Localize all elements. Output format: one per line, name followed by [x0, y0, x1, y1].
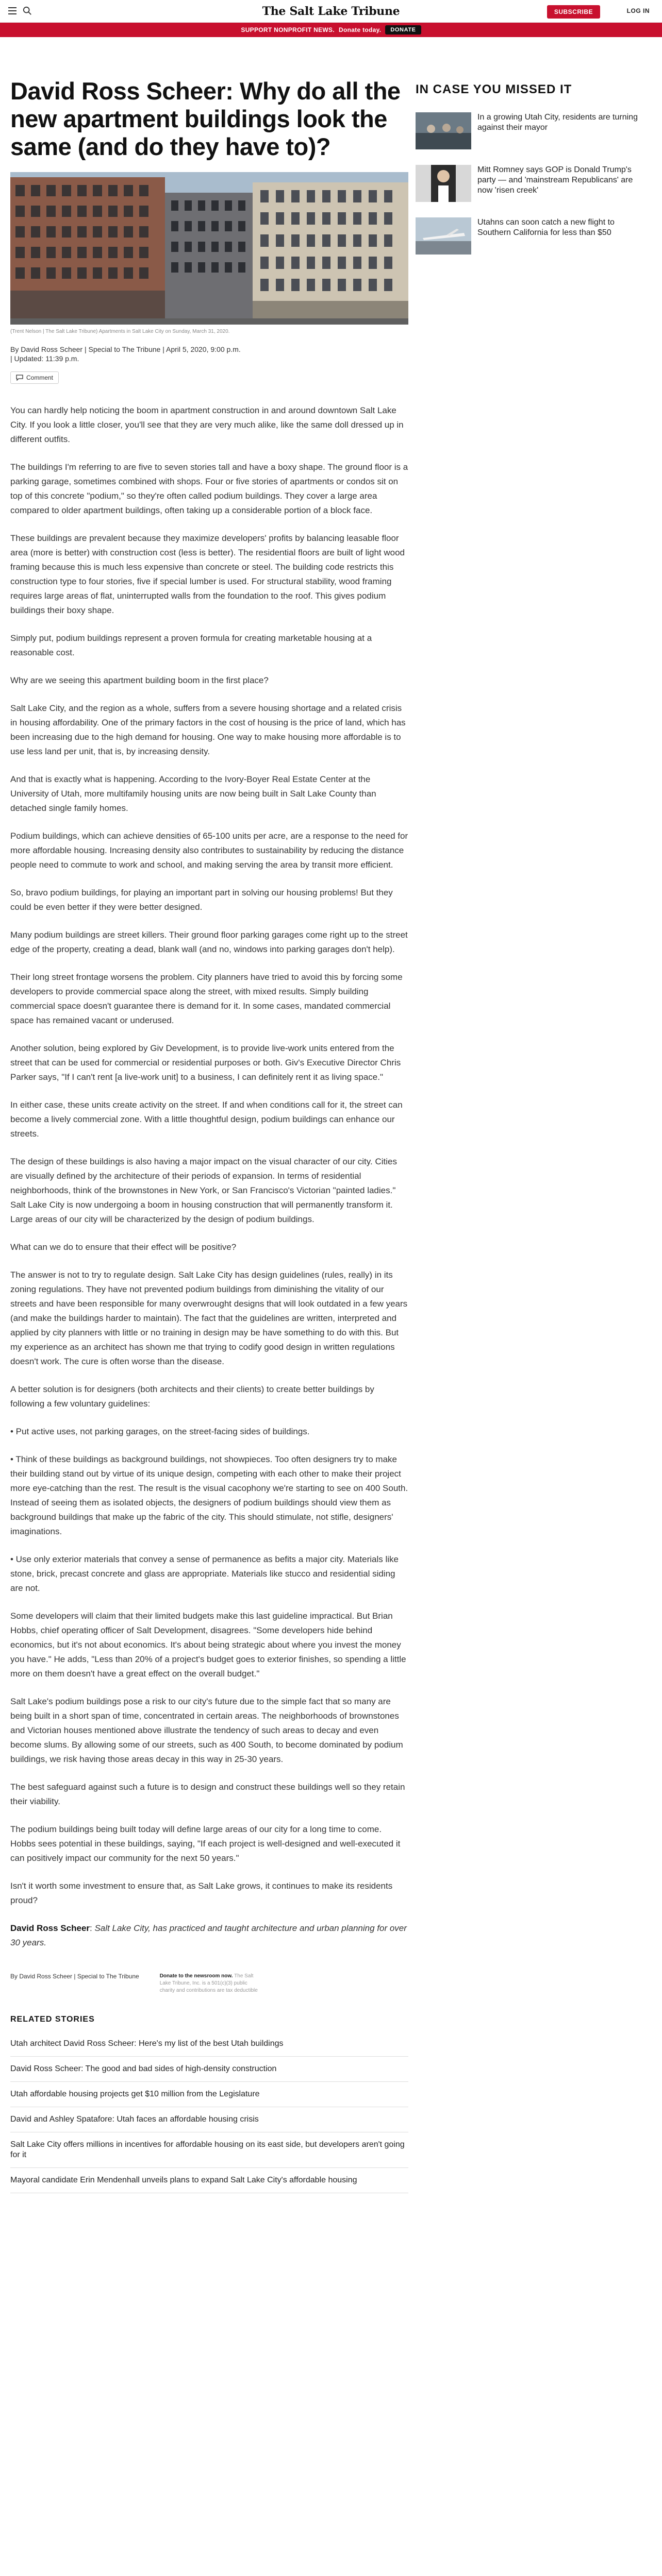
story-title[interactable]: In a growing Utah City, residents are turning against their mayor	[477, 113, 638, 132]
related-story-link[interactable]: Utah architect David Ross Scheer: Here's my list of the best Utah buildings	[10, 2031, 408, 2057]
article	[10, 77, 408, 2193]
sidebar-story[interactable]	[416, 165, 642, 202]
hero-photo[interactable]	[10, 172, 408, 325]
login-button[interactable]: LOG IN	[626, 7, 650, 14]
article-paragraph: Salt Lake City, and the region as a whole, suffers from a severe housing shortage and a related crisis in housing affordability. One of the primary factors in the cost of housing is the price of land, which has been increasing due to the high demand for housing. One way to make housing more affordable is to use less land per unit, that is, by increasing density.	[10, 703, 406, 756]
subscribe-button[interactable]: SUBSCRIBE	[547, 5, 600, 19]
article-paragraph: You can hardly help noticing the boom in apartment construction in and around downtown Salt Lake City. If you look a little closer, you'll see that they are very much alike, like the same doll dressed up in different outfits.	[10, 405, 404, 444]
donate-note-link[interactable]: Donate to the newsroom now.	[159, 1973, 233, 1979]
related-story-link[interactable]: Utah affordable housing projects get $10 million from the Legislature	[10, 2082, 408, 2107]
article-paragraph: What can we do to ensure that their effect will be positive?	[10, 1242, 237, 1252]
article-paragraph: Some developers will claim that their limited budgets make this last guideline impractical. But Brian Hobbs, chief operating officer of Salt Development, disagrees. "Some developers hide behind economics, but it's not about economics. It's about being strategic about where you invest the money you have." He adds, "Less than 20% of a project's budget goes to exterior finishes, so spending a little more on them doesn't have a great effect on the overall budget."	[10, 1611, 406, 1679]
search-icon[interactable]	[23, 6, 32, 15]
apartment-buildings-image	[10, 172, 408, 325]
related-list	[10, 2031, 408, 2193]
sidebar-heading: IN CASE YOU MISSED IT	[416, 82, 572, 96]
donate-note	[160, 1973, 263, 1994]
article-paragraph: In either case, these units create activity on the street. If and when conditions call for it, the street can become a lively commercial zone. With a little thoughtful design, podium buildings can enhance our streets.	[10, 1100, 403, 1139]
article-paragraph: Simply put, podium buildings represent a proven formula for creating marketable housing at a reasonable cost.	[10, 633, 372, 657]
related-story-link[interactable]: Salt Lake City offers millions in incentives for affordable housing on its east side, but developers aren't going for it	[10, 2132, 408, 2168]
bottom-byline-text: By David Ross Scheer | Special to The Tribune	[10, 1973, 139, 1980]
bottom-byline	[10, 1973, 408, 1994]
article-paragraph: Many podium buildings are street killers. Their ground floor parking garages come right up to the street edge of the property, creating a dead, blank wall (and no, windows into parking garages don't help).	[10, 930, 408, 954]
updated-time: Updated: 11:39 p.m.	[14, 354, 79, 363]
sidebar-story[interactable]	[416, 112, 642, 149]
menu-icon[interactable]	[8, 7, 16, 14]
related-story-link[interactable]: Mayoral candidate Erin Mendenhall unveils plans to expand Salt Lake City's affordable housing	[10, 2168, 408, 2193]
article-paragraph: The answer is not to try to regulate design. Salt Lake City has design guidelines (rules, really) in its zoning regulations. They have not prevented podium buildings from diminishing the vitality of our streets and have been responsible for many overwrought designs that will look outdated in a few years (and make the buildings harder to maintain). The fact that the guidelines are written, interpreted and applied by city planners with little or no training in design may be have something to do with this. But my experience as an architect has shown me that trying to codify good design in written regulations doesn't work. The cure is often worse than the disease.	[10, 1270, 408, 1366]
comment-icon	[16, 375, 23, 381]
related-heading: RELATED STORIES	[10, 2015, 95, 2024]
article-headline: David Ross Scheer: Why do all the new apartment buildings look the same (and do they have to)?	[10, 77, 401, 160]
article-paragraph: And that is exactly what is happening. According to the Ivory-Boyer Real Estate Center at the University of Utah, more multifamily housing units are now being built in Salt Lake County than detached single family homes.	[10, 774, 376, 813]
promo-prompt[interactable]: Donate today.	[338, 26, 382, 33]
related-story-link[interactable]: David and Ashley Spatafore: Utah faces an affordable housing crisis	[10, 2107, 408, 2132]
site-header	[0, 0, 662, 23]
related-stories	[10, 2015, 408, 2193]
article-paragraph: The design of these buildings is also having a major impact on the visual character of our city. Cities are visually defined by the architecture of their periods of expansion. In terms of residential neighborhoods, think of the brownstones in New York, or San Francisco's Victorian "painted ladies." Salt Lake City is now undergoing a boom in housing construction that will permanently transform it. Large areas of our city will be characterized by the design of podium buildings.	[10, 1157, 397, 1224]
author-name: David Ross Scheer	[10, 1923, 90, 1933]
author-description: Salt Lake City, has practiced and taught architecture and urban planning for over 30 years.	[10, 1923, 407, 1947]
article-paragraph: • Put active uses, not parking garages, on the street-facing sides of buildings.	[10, 1427, 310, 1436]
article-paragraph: Another solution, being explored by Giv Development, is to provide live-work units entered from the street that can be used for commercial or residential purposes or both. Giv's Executive Director Chris Parker says, "If I can't rent [a live-work unit] to a business, I can definitely rent it as living space."	[10, 1043, 401, 1082]
article-paragraph: The best safeguard against such a future is to design and construct these buildings well so they retain their viability.	[10, 1782, 405, 1806]
author-bio: David Ross Scheer: Salt Lake City, has practiced and taught architecture and urban planning for over 30 years.	[10, 1923, 407, 1947]
article-paragraph: Their long street frontage worsens the problem. City planners have tried to avoid this by forcing some developers to provide commercial space along the street, with mixed results. Simply building commercial space doesn't guarantee there is demand for it. In some cases, mandated commercial space has remained vacant or underused.	[10, 972, 403, 1025]
comment-button[interactable]	[10, 371, 59, 384]
byline: By David Ross Scheer | Special to The Tribune | April 5, 2020, 9:00 p.m. | Updated: 11:39 p.m.	[10, 345, 241, 363]
article-paragraph: Podium buildings, which can achieve densities of 65-100 units per acre, are a response to the need for more affordable housing. Increasing density also contributes to sustainability by reducing the distance people need to commute to work and school, and making serving the area by transit more efficient.	[10, 831, 408, 870]
article-paragraph: These buildings are prevalent because they maximize developers' profits by balancing leasable floor area (more is better) with construction cost (less is better). The residential floors are built of light wood framing because this is much less expensive than concrete or steel. The building code restricts this construction type to four stories, five if special lumber is used. For structural stability, wood framing requires large areas of flat, uninterrupted walls from the foundation to the roof. This gives podium buildings their boxy shape.	[10, 533, 405, 615]
sidebar-story[interactable]	[416, 217, 642, 255]
publish-date: April 5, 2020, 9:00 p.m.	[166, 345, 241, 353]
story-thumbnail[interactable]	[416, 165, 471, 202]
article-paragraph: Why are we seeing this apartment building boom in the first place?	[10, 675, 269, 685]
article-paragraph: • Use only exterior materials that convey a sense of permanence as befits a major city. Materials like stone, brick, precast concrete and glass are appropriate. Materials like stucco and residential siding are not.	[10, 1554, 399, 1593]
article-paragraph: Isn't it worth some investment to ensure that, as Salt Lake grows, it continues to make its residents proud?	[10, 1881, 393, 1905]
comment-label: Comment	[26, 374, 54, 381]
article-paragraph: The buildings I'm referring to are five to seven stories tall and have a boxy shape. The ground floor is a parking garage, sometimes combined with shops. Four or five stories of apartments or condos sit on top of this concrete "podium," so they're often called podium buildings. They cover a large area compared to older apartment buildings, often taking up a considerable portion of a block face.	[10, 462, 408, 515]
site-logo[interactable]: The Salt Lake Tribune	[262, 5, 400, 18]
byline-author[interactable]: By David Ross Scheer	[10, 345, 83, 353]
byline-role: Special to The Tribune	[88, 345, 161, 353]
article-paragraph: • Think of these buildings as background buildings, not showpieces. Too often designers try to make their building stand out by virtue of its unique design, competing with each other to make their project more eye-catching than the rest. The result is the visual cacophony we're starting to see on 400 South. Instead of seeing them as isolated objects, the designers of podium buildings should view them as background buildings that make up the fabric of the city. This should stimulate, not stifle, designers' imaginations.	[10, 1454, 408, 1536]
article-paragraph: So, bravo podium buildings, for playing an important part in solving our housing problems! But they could be even better if they were better designed.	[10, 888, 393, 912]
donate-button[interactable]: DONATE	[385, 25, 421, 35]
article-paragraph: The podium buildings being built today will define large areas of our city for a long time to come. Hobbs sees potential in these buildings, saying, "If each project is well-designed and well-executed it can positively impact our community for the next 50 years."	[10, 1824, 401, 1863]
promo-banner	[0, 23, 662, 37]
photo-caption: (Trent Nelson | The Salt Lake Tribune) Apartments in Salt Lake City on Sunday, March 31, 2020.	[10, 329, 230, 334]
story-title[interactable]: Mitt Romney says GOP is Donald Trump's party — and 'mainstream Republicans' are now 'risen creek'	[477, 165, 633, 195]
story-thumbnail[interactable]	[416, 217, 471, 255]
sidebar	[416, 77, 642, 255]
story-title[interactable]: Utahns can soon catch a new flight to Southern California for less than $50	[477, 218, 615, 237]
story-thumbnail[interactable]	[416, 112, 471, 149]
article-body	[10, 403, 408, 1908]
related-story-link[interactable]: David Ross Scheer: The good and bad sides of high-density construction	[10, 2057, 408, 2082]
article-paragraph: Salt Lake's podium buildings pose a risk to our city's future due to the simple fact that so many are being built in a short span of time, concentrated in certain areas. The neighborhoods of brownstones and Victorian houses mentioned above illustrate the tendency of such areas to decay and even become slums. By allowing some of our streets, such as 400 South, to become dominated by podium buildings, we risk having those areas decay in this way in 25-30 years.	[10, 1697, 403, 1764]
donate-note-text: The Salt Lake Tribune, Inc. is a 501(c)(3) public charity and contributions are tax deductible	[159, 1973, 258, 1993]
article-paragraph: A better solution is for designers (both architects and their clients) to create better buildings by following a few voluntary guidelines:	[10, 1384, 374, 1409]
promo-text: SUPPORT NONPROFIT NEWS.	[241, 26, 335, 33]
